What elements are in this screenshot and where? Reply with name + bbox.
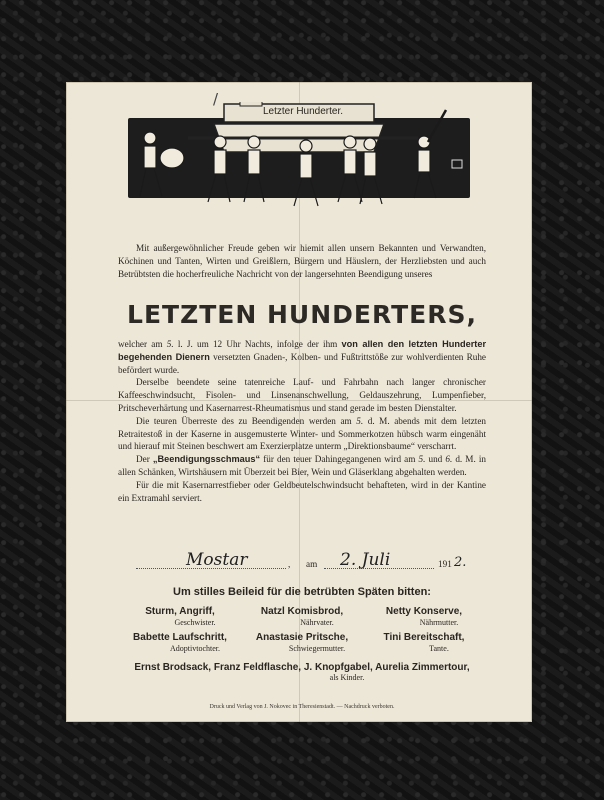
text-fragment: d. M. abends mit dem letzten Retraitestoß in der Kaserne in ausgemusterte Winter- und Sommerkotzen hübsch warm eingenäht und hierauf mit Steinen beschwert am Exerzierplatze unterm „Direktionsbaume“ verscharrt. xyxy=(118,415,486,452)
handwritten-year: 2. xyxy=(454,555,467,570)
mourner-name: Natzl Komisbrod, xyxy=(260,606,344,617)
text-fragment: für den teuer Dahingegangenen wird am xyxy=(263,454,416,465)
handwritten-day: 5. xyxy=(356,415,364,426)
place-date-line xyxy=(136,550,467,574)
mourner-entry xyxy=(362,606,486,628)
text-fragment: Die teuren Überreste des zu Beendigenden werden am xyxy=(136,415,352,426)
headline: LETZTEN HUNDERTERS, xyxy=(127,300,477,329)
printer-footer: Druck und Verlag von J. Nokovec in Theresienstadt. — Nachdruck verboten. xyxy=(209,704,395,710)
mourner-entry xyxy=(118,632,242,654)
children-entry xyxy=(118,662,486,682)
text-fragment: d. M. in allen Schänken, Wirtshäusern mit Überzeit bei Bier, Wein und Gläserklang abgehalten werden. xyxy=(118,454,487,477)
text-fragment: l. J. um 12 Uhr Nachts, infolge der ihm xyxy=(177,339,338,349)
am-word: am xyxy=(306,559,318,569)
mourner-entry xyxy=(240,632,364,654)
mourner-role: Geschwister. xyxy=(174,618,216,627)
text-fragment: welcher am xyxy=(118,339,163,349)
mourner-entry xyxy=(240,606,364,628)
handwritten-day: 6. xyxy=(445,454,453,465)
mourner-name: Babette Laufschritt, xyxy=(133,632,227,643)
death-notice-document xyxy=(66,82,532,722)
mourner-name: Tini Bereitschaft, xyxy=(383,632,465,643)
mourner-name: Netty Konserve, xyxy=(385,606,463,617)
mourners-title: Um stilles Beileid für die betrübten Späten bitten: xyxy=(173,586,431,598)
bold-phrase: „Beendigungsschmaus“ xyxy=(152,454,261,465)
handwritten-day: 5. xyxy=(418,454,426,465)
mourner-role: Nährmutter. xyxy=(419,618,459,627)
mourner-role: Tante. xyxy=(429,644,449,653)
paragraph-illness: Derselbe beendete seine tatenreiche Lauf- und Fahrbahn nach langer chronischer Kaffeeschwindsucht, Fisolen- und Linsenanschwellung, Geldauszehrung, Lumpenfieber, Pritscheverhärtung und Kasernarrest-Rheumatismus und stand gerade im besten Dienstalter. xyxy=(118,377,486,413)
mourner-role: Schwiegermutter. xyxy=(288,644,346,653)
text-fragment: versetzten Gnaden-, Kolben- und Fußtrittstöße zur wohlverdienten Ruhe befördert wurde. xyxy=(118,351,487,375)
bold-phrase: von allen den letzten Hunderter begehenden Dienern xyxy=(118,339,487,362)
mourner-role: Nährvater. xyxy=(300,618,334,627)
pencil-mark: / xyxy=(213,90,219,108)
paragraph-remains xyxy=(118,415,486,453)
children-role: als Kinder. xyxy=(329,673,365,682)
mourner-name: Anastasie Pritsche, xyxy=(255,632,349,643)
funeral-procession-illustration xyxy=(128,102,470,230)
intro-paragraph xyxy=(118,242,486,280)
coffin-inscription: Letzter Hunderter. xyxy=(262,106,344,117)
intro-text: Mit außergewöhnlicher Freude geben wir hiemit allen unsern Bekannten und Verwandten, Köchinen und Tanten, Wirten und Greißlern, Bürgern und Häuslern, der Herzliebsten und auch Betrübtsten die hocherfreuliche Nachricht von der langersehnten Beendigung unseres xyxy=(118,243,486,279)
paragraph-canteen: Für die mit Kasernarrestfieber oder Geldbeutelschwindsucht behafteten, wird in der Kantine ein Extramahl serviert. xyxy=(118,479,486,503)
comma: , xyxy=(288,559,291,569)
mourner-entry xyxy=(118,606,242,628)
drummer-figure-icon xyxy=(140,132,184,196)
trumpeter-figure-icon xyxy=(414,110,446,198)
handwritten-date: 2. Juli xyxy=(340,550,391,570)
text-fragment: Der xyxy=(136,454,150,465)
paragraph-feast xyxy=(118,453,486,479)
text-fragment: und xyxy=(428,454,443,465)
handwritten-day: 5. xyxy=(166,339,174,349)
paragraph-death xyxy=(118,338,486,376)
main-text xyxy=(118,338,486,504)
mourner-role: Adoptivtochter. xyxy=(170,644,220,653)
mourner-name: Sturm, Angriff, xyxy=(145,606,215,617)
mourner-entry xyxy=(362,632,486,654)
year-prefix: 191 xyxy=(438,559,452,569)
children-names: Ernst Brodsack, Franz Feldflasche, J. Knopfgabel, Aurelia Zimmertour, xyxy=(134,662,470,673)
artist-monogram-icon xyxy=(452,160,462,168)
handwritten-place: Mostar xyxy=(186,550,248,570)
